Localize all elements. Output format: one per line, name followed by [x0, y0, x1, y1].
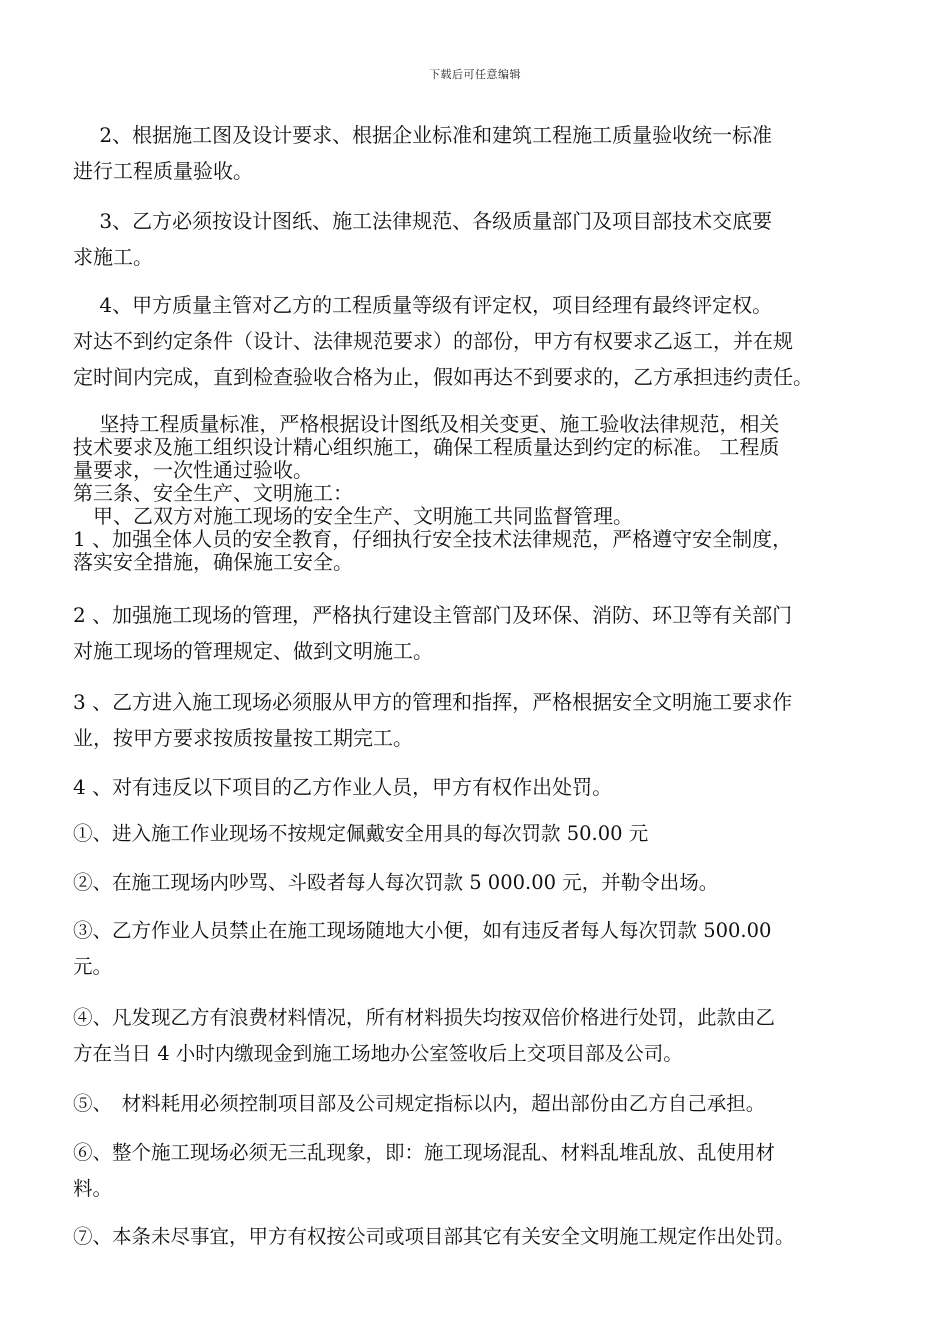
text-line: ⑦、本条未尽事宜，甲方有权按公司或项目部其它有关安全文明施工规定作出处罚。 [73, 1225, 795, 1248]
text-line: 4 、对有违反以下项目的乙方作业人员，甲方有权作出处罚。 [73, 775, 613, 799]
text-line: 1 、加强全体人员的安全教育，仔细执行安全技术法律规范，严格遵守安全制度， [73, 527, 793, 551]
paragraph-quality-rating [73, 287, 881, 395]
paragraph-obey-management [73, 684, 881, 756]
text-line: ⑤、 材料耗用必须控制项目部及公司规定指标以内，超出部份由乙方自己承担。 [73, 1092, 766, 1115]
text-line: 2 、加强施工现场的管理，严格执行建设主管部门及环保、消防、环卫等有关部门 [73, 603, 793, 627]
text-line: ③、乙方作业人员禁止在施工现场随地大小便，如有违反者每人每次罚款 500.00 [73, 919, 772, 942]
text-line: 技术要求及施工组织设计精心组织施工，确保工程质量达到约定的标准。 工程质 [73, 435, 780, 459]
text-line: 求施工。 [73, 245, 153, 269]
list-item-penalty-2 [73, 865, 881, 901]
text-line: 坚持工程质量标准，严格根据设计图纸及相关变更、施工验收法律规范，相关 [73, 412, 780, 436]
text-line: 3 、乙方进入施工现场必须服从甲方的管理和指挥，严格根据安全文明施工要求作 [73, 690, 793, 714]
paragraph-site-management [73, 597, 881, 669]
page-header: 下载后可任意编辑 [429, 68, 521, 81]
text-line: 料。 [73, 1177, 113, 1200]
list-item-penalty-1 [73, 816, 881, 852]
text-line: 元。 [73, 955, 113, 978]
section-heading: 第三条、安全生产、文明施工： [73, 481, 353, 505]
text-line: ②、在施工现场内吵骂、斗殴者每人每次罚款 5 000.00 元，并勒令出场。 [73, 871, 719, 894]
list-item-penalty-6 [73, 1135, 881, 1207]
paragraph-article-three [73, 413, 881, 574]
text-line: ①、进入施工作业现场不按规定佩戴安全用具的每次罚款 50.00 元 [73, 822, 649, 845]
text-line: 对达不到约定条件（设计、法律规范要求）的部份，甲方有权要求乙返工，并在规 [73, 329, 793, 353]
list-item-penalty-5 [73, 1086, 881, 1122]
text-line: ⑥、整个施工现场必须无三乱现象，即：施工现场混乱、材料乱堆乱放、乱使用材 [73, 1141, 776, 1164]
text-line: 进行工程质量验收。 [73, 159, 253, 183]
list-item-penalty-7 [73, 1219, 881, 1255]
text-line: 4、甲方质量主管对乙方的工程质量等级有评定权，项目经理有最终评定权。 [73, 293, 773, 317]
paragraph-penalty-intro [73, 769, 881, 805]
text-line: 方在当日 4 小时内缴现金到施工场地办公室签收后上交项目部及公司。 [73, 1042, 683, 1065]
list-item-penalty-3 [73, 913, 881, 985]
text-line: 2、根据施工图及设计要求、根据企业标准和建筑工程施工质量验收统一标准 [73, 123, 773, 147]
text-line: 定时间内完成，直到检查验收合格为止，假如再达不到要求的，乙方承担违约责任。 [73, 365, 813, 389]
text-line: 甲、乙双方对施工现场的安全生产、文明施工共同监督管理。 [73, 504, 633, 528]
text-line: 量要求，一次性通过验收。 [73, 458, 313, 482]
list-item-penalty-4 [73, 1000, 881, 1072]
text-line: 对施工现场的管理规定、做到文明施工。 [73, 639, 433, 663]
paragraph-quality-acceptance [73, 117, 881, 189]
text-line: 业，按甲方要求按质按量按工期完工。 [73, 726, 413, 750]
paragraph-design-compliance [73, 203, 881, 275]
text-line: 落实安全措施，确保施工安全。 [73, 550, 353, 574]
text-line: ④、凡发现乙方有浪费材料情况，所有材料损失均按双倍价格进行处罚，此款由乙 [73, 1006, 776, 1029]
text-line: 3、乙方必须按设计图纸、施工法律规范、各级质量部门及项目部技术交底要 [73, 209, 773, 233]
